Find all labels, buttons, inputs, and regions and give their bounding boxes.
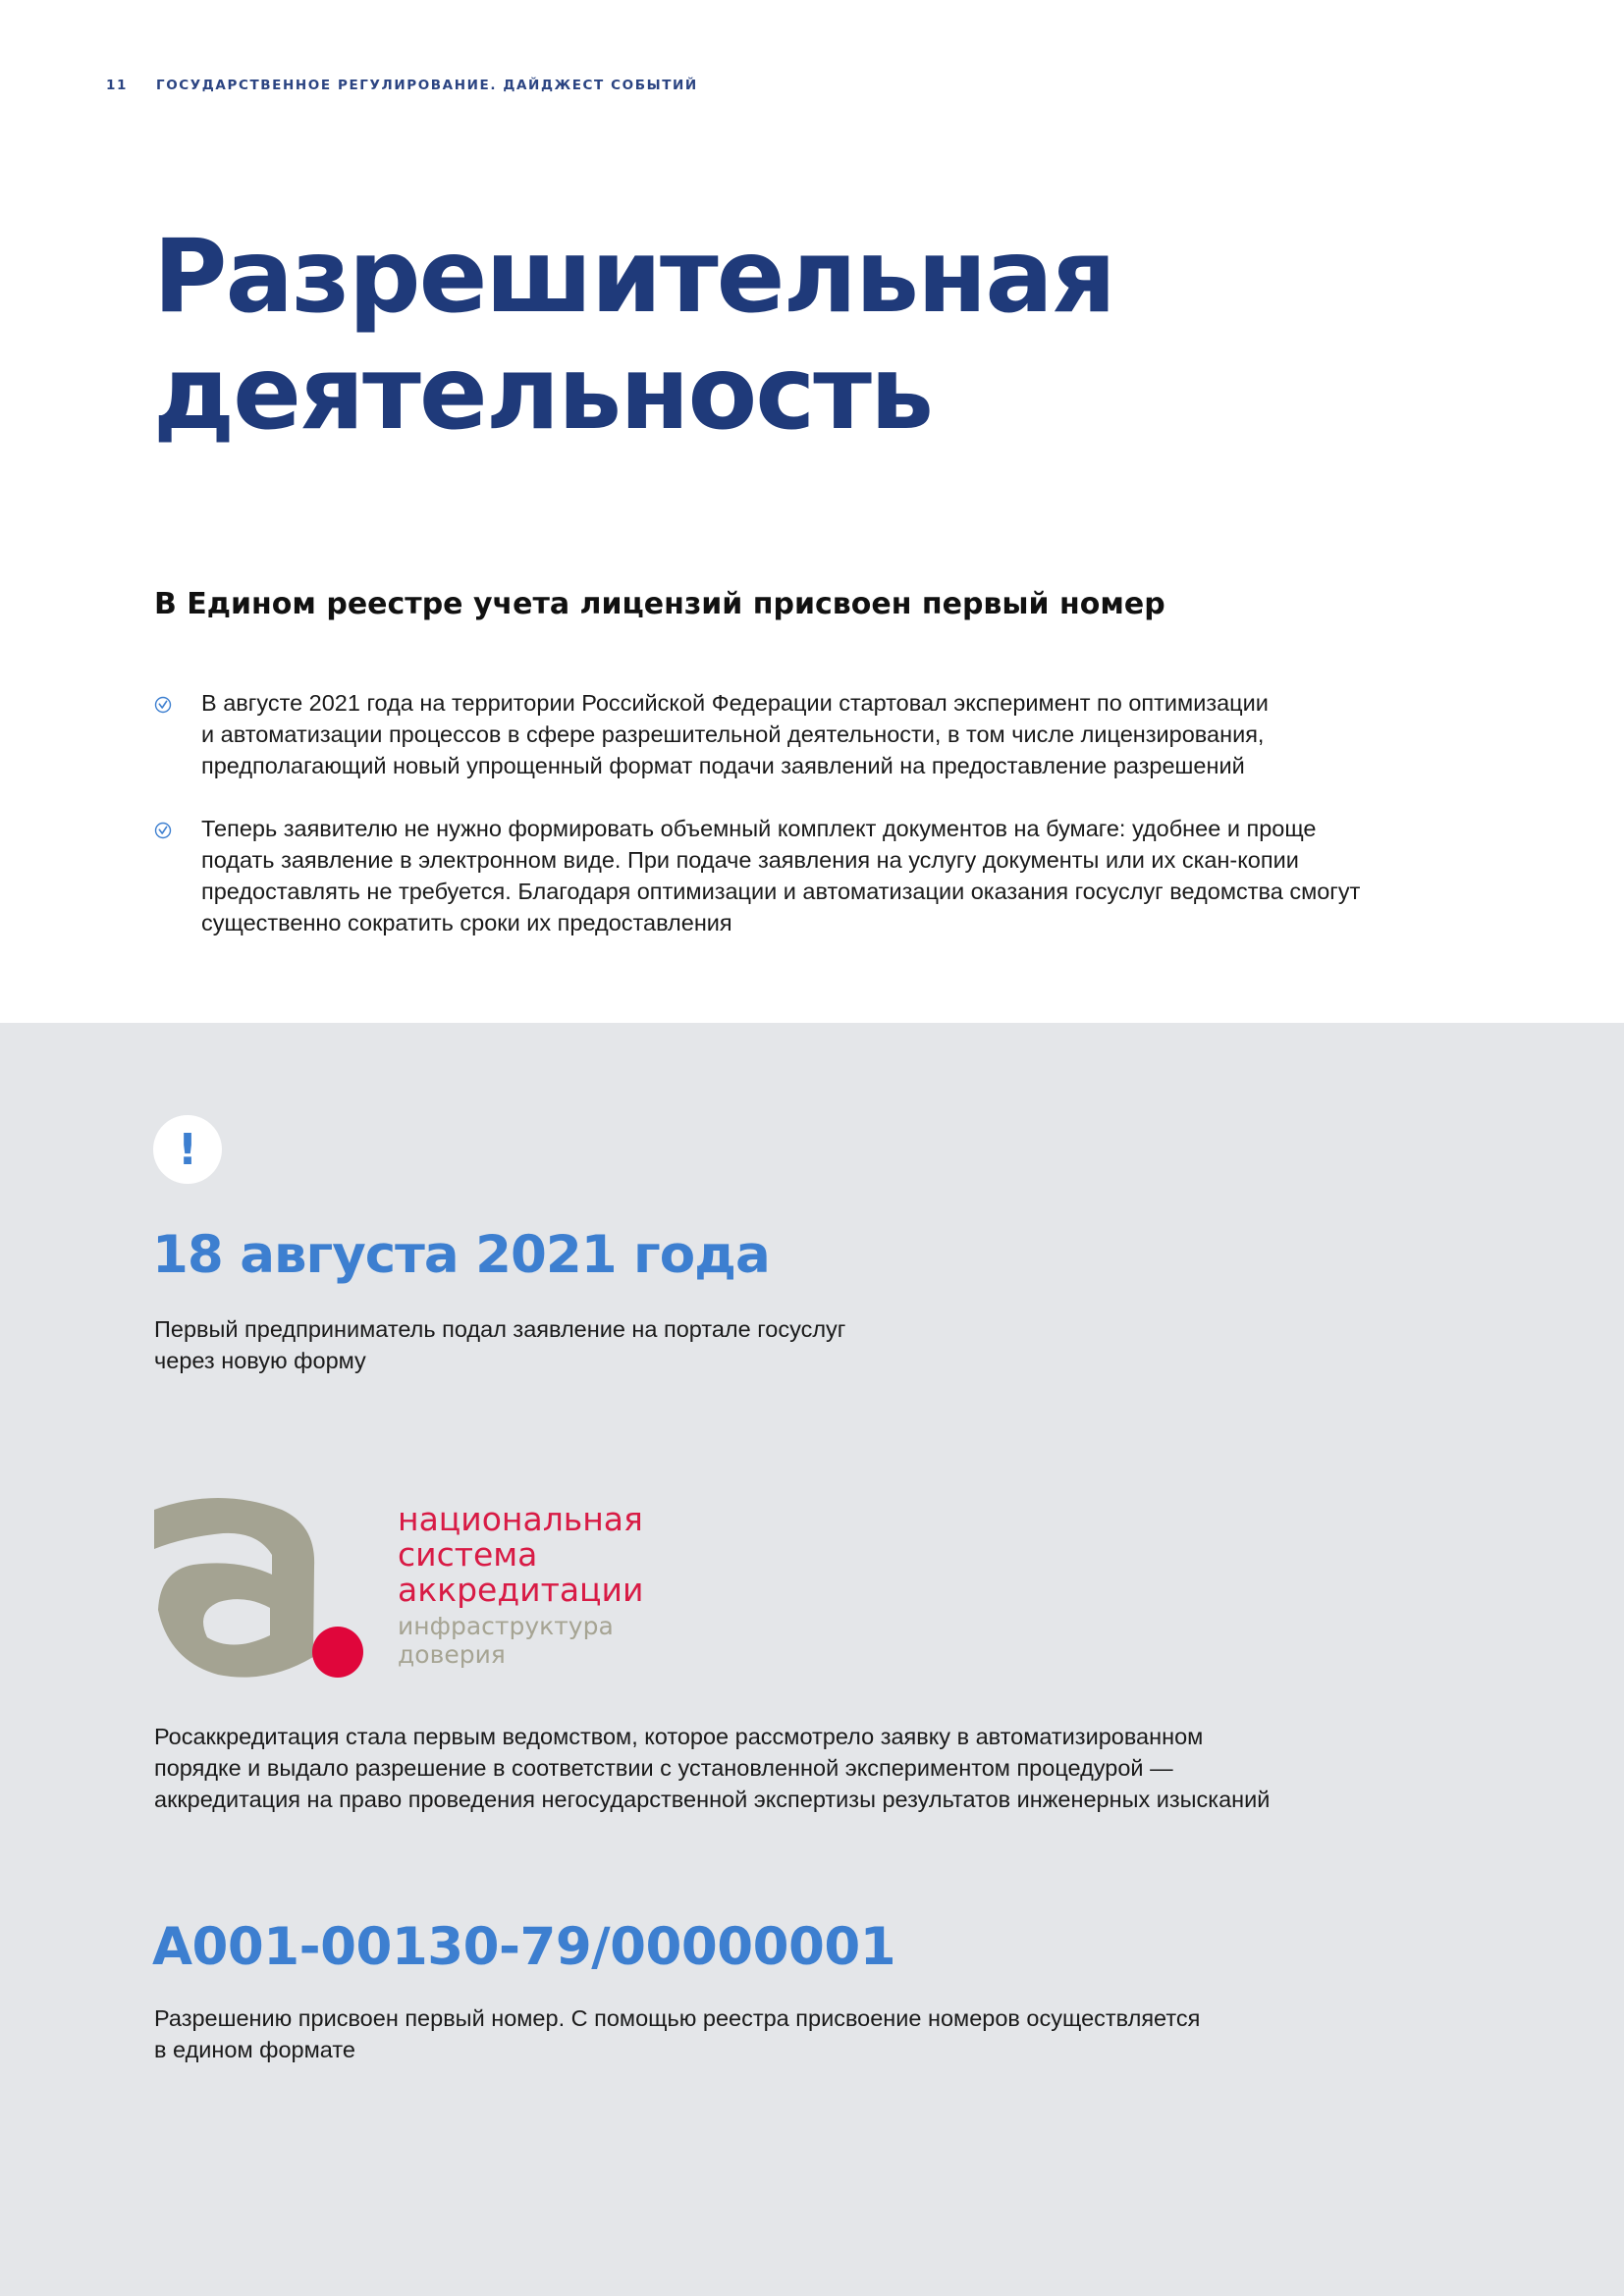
paragraph-line: порядке и выдало разрешение в соответствии с установленной экспериментом процедурой — <box>154 1755 1173 1781</box>
section-heading: В Едином реестре учета лицензий присвоен первый номер <box>154 587 1165 621</box>
check-circle-icon <box>154 696 172 714</box>
accreditation-logo-mark <box>154 1492 380 1688</box>
page-title-line-2: деятельность <box>153 335 933 453</box>
paragraph-line: в едином формате <box>154 2037 355 2062</box>
paragraph-line: аккредитация на право проведения негосударственной экспертизы результатов инженерных изысканий <box>154 1787 1271 1812</box>
paragraph-line: Первый предприниматель подал заявление на портале госуслуг <box>154 1316 846 1342</box>
logo-text-line: национальная <box>398 1500 643 1538</box>
accreditation-logo-wordmark <box>398 1502 643 1669</box>
registry-description <box>154 2002 1200 2065</box>
logo-text-line: аккредитации <box>398 1571 644 1609</box>
paragraph-line: Росаккредитация стала первым ведомством, которое рассмотрело заявку в автоматизированном <box>154 1724 1204 1749</box>
paragraph-line: через новую форму <box>154 1348 366 1373</box>
exclamation-icon: ! <box>153 1115 222 1184</box>
event-date: 18 августа 2021 года <box>152 1225 770 1285</box>
bullet-line: и автоматизации процессов в сфере разрешительной деятельности, в том числе лицензирования, <box>201 721 1265 747</box>
check-circle-icon <box>154 822 172 839</box>
running-title: ГОСУДАРСТВЕННОЕ РЕГУЛИРОВАНИЕ. ДАЙДЖЕСТ СОБЫТИЙ <box>156 78 698 93</box>
list-item <box>154 813 1529 938</box>
bullet-line: существенно сократить сроки их предоставления <box>201 910 732 935</box>
bullet-line: предоставлять не требуется. Благодаря оптимизации и автоматизации оказания госуслуг ведомства смогут <box>201 879 1361 904</box>
registry-number: А001-00130-79/00000001 <box>152 1917 896 1977</box>
logo-tagline-line: инфраструктура <box>398 1612 614 1640</box>
agency-description <box>154 1721 1270 1815</box>
logo-tagline-line: доверия <box>398 1640 506 1669</box>
bullet-line: предполагающий новый упрощенный формат подачи заявлений на предоставление разрешений <box>201 753 1245 778</box>
event-description <box>154 1313 845 1376</box>
accreditation-logo <box>154 1492 704 1688</box>
bullet-line: подать заявление в электронном виде. При подаче заявления на услугу документы или их скан-копии <box>201 847 1299 873</box>
list-item <box>154 687 1529 781</box>
bullet-line: В августе 2021 года на территории Российской Федерации стартовал эксперимент по оптимизации <box>201 690 1269 716</box>
page-number: 11 <box>106 78 128 93</box>
paragraph-line: Разрешению присвоен первый номер. С помощью реестра присвоение номеров осуществляется <box>154 2005 1201 2031</box>
page-title <box>153 219 1114 453</box>
running-header <box>106 78 698 93</box>
bullet-line: Теперь заявителю не нужно формировать объемный комплект документов на бумаге: удобнее и проще <box>201 816 1317 841</box>
bullet-list <box>154 687 1529 938</box>
logo-text-line: система <box>398 1535 538 1574</box>
page-title-line-1: Разрешительная <box>153 218 1114 336</box>
